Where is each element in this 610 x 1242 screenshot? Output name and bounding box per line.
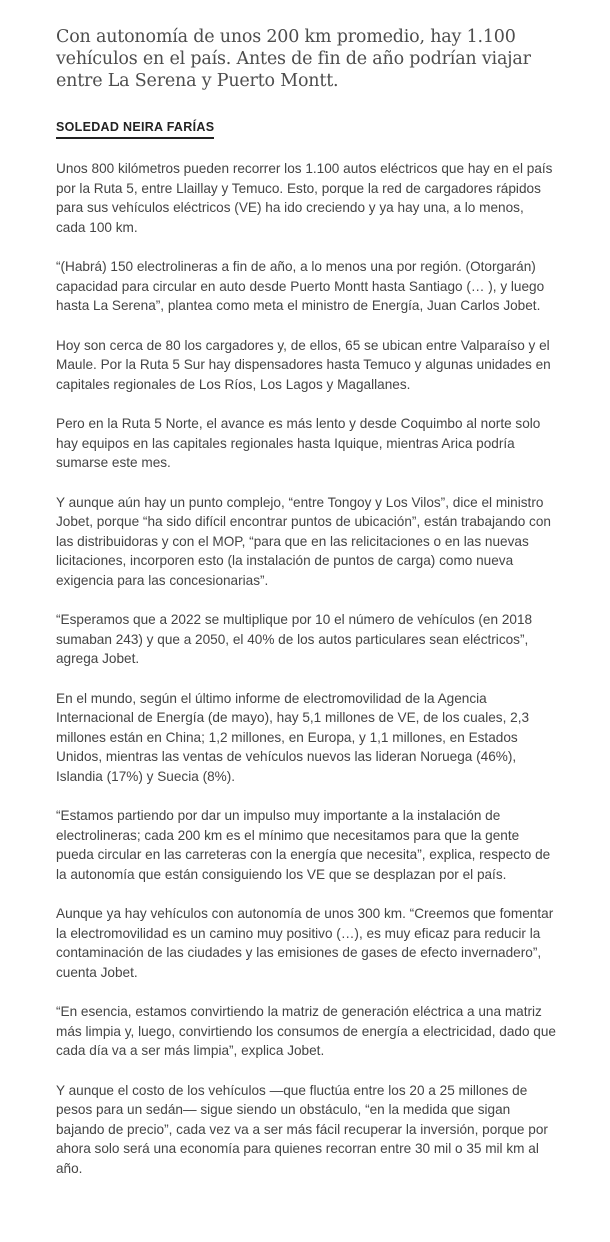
paragraph: En el mundo, según el último informe de electromovilidad de la Agencia Internacional de Energía (de mayo), hay 5,1 millones de VE, de los cuales, 2,3 millones están en China; 1,2 millones, en Europa, y 1,1 millones, en Estados Unidos, mientras las ventas de vehículos nuevos las lideran Noruega (46%), Islandia (17%) y Suecia (8%). bbox=[56, 690, 530, 784]
paragraph: Y aunque aún hay un punto complejo, “entre Tongoy y Los Vilos”, dice el ministro Jobet, porque “ha sido difícil encontrar puntos de ubicación”, están trabajando con las distribuidoras y con el MOP, “para que en las relicitaciones o en las nuevas licitaciones, incorporen esto (la instalación de puntos de carga) como nueva exigencia para las concesionarias”. bbox=[56, 494, 551, 588]
paragraph: Y aunque el costo de los vehículos —que fluctúa entre los 20 a 25 millones de pesos para un sedán— sigue siendo un obstáculo, “en la medida que sigan bajando de precio”, cada vez va a ser más fácil recuperar la inversión, porque por ahora solo será una economía para quienes recorran entre 30 mil o 35 mil km al año. bbox=[56, 1082, 548, 1176]
paragraph: “Estamos partiendo por dar un impulso muy importante a la instalación de electrolineras; cada 200 km es el mínimo que necesitamos para que la gente pueda circular en las carreteras con la energía que necesita”, explica, respecto de la autonomía que están consiguiendo los VE que se desplazan por el país. bbox=[56, 808, 551, 882]
paragraph: Pero en la Ruta 5 Norte, el avance es más lento y desde Coquimbo al norte solo hay equipos en las capitales regionales hasta Iquique, mientras Arica podría sumarse este mes. bbox=[56, 416, 541, 470]
paragraph: “En esencia, estamos convirtiendo la matriz de generación eléctrica a una matriz más limpia y, luego, convirtiendo los consumos de energía a electricidad, dado que cada día va a ser más limpia”, explica Jobet. bbox=[56, 1004, 556, 1058]
article-body bbox=[56, 159, 556, 1178]
paragraph: “Esperamos que a 2022 se multiplique por 10 el número de vehículos (en 2018 sumaban 243) y que a 2050, el 40% de los autos particulares sean eléctricos”, agrega Jobet. bbox=[56, 612, 533, 666]
article bbox=[56, 26, 556, 1198]
byline-container bbox=[56, 118, 556, 139]
article-subtitle: Con autonomía de unos 200 km promedio, hay 1.100 vehículos en el país. Antes de fin de año podrían viajar entre La Serena y Puerto Montt. bbox=[56, 27, 531, 91]
paragraph: “(Habrá) 150 electrolineras a fin de año, a lo menos una por región. (Otorgarán) capacidad para circular en auto desde Puerto Montt hasta Santiago (… ), y luego hasta La Serena”, plantea como meta el ministro de Energía, Juan Carlos Jobet. bbox=[56, 259, 545, 313]
author-byline[interactable]: SOLEDAD NEIRA FARÍAS bbox=[56, 120, 214, 139]
paragraph: Aunque ya hay vehículos con autonomía de unos 300 km. “Creemos que fomentar la electromovilidad es un camino muy positivo (…), es muy eficaz para reducir la contaminación de las ciudades y las emisiones de gases de efecto invernadero”, cuenta Jobet. bbox=[56, 906, 554, 980]
paragraph: Unos 800 kilómetros pueden recorrer los 1.100 autos eléctricos que hay en el país por la Ruta 5, entre Llaillay y Temuco. Esto, porque la red de cargadores rápidos para sus vehículos eléctricos (VE) ha ido creciendo y ya hay una, a lo menos, cada 100 km. bbox=[56, 161, 553, 235]
paragraph: Hoy son cerca de 80 los cargadores y, de ellos, 65 se ubican entre Valparaíso y el Maule. Por la Ruta 5 Sur hay dispensadores hasta Temuco y algunas unidades en capitales regionales de Los Ríos, Los Lagos y Magallanes. bbox=[56, 337, 551, 392]
